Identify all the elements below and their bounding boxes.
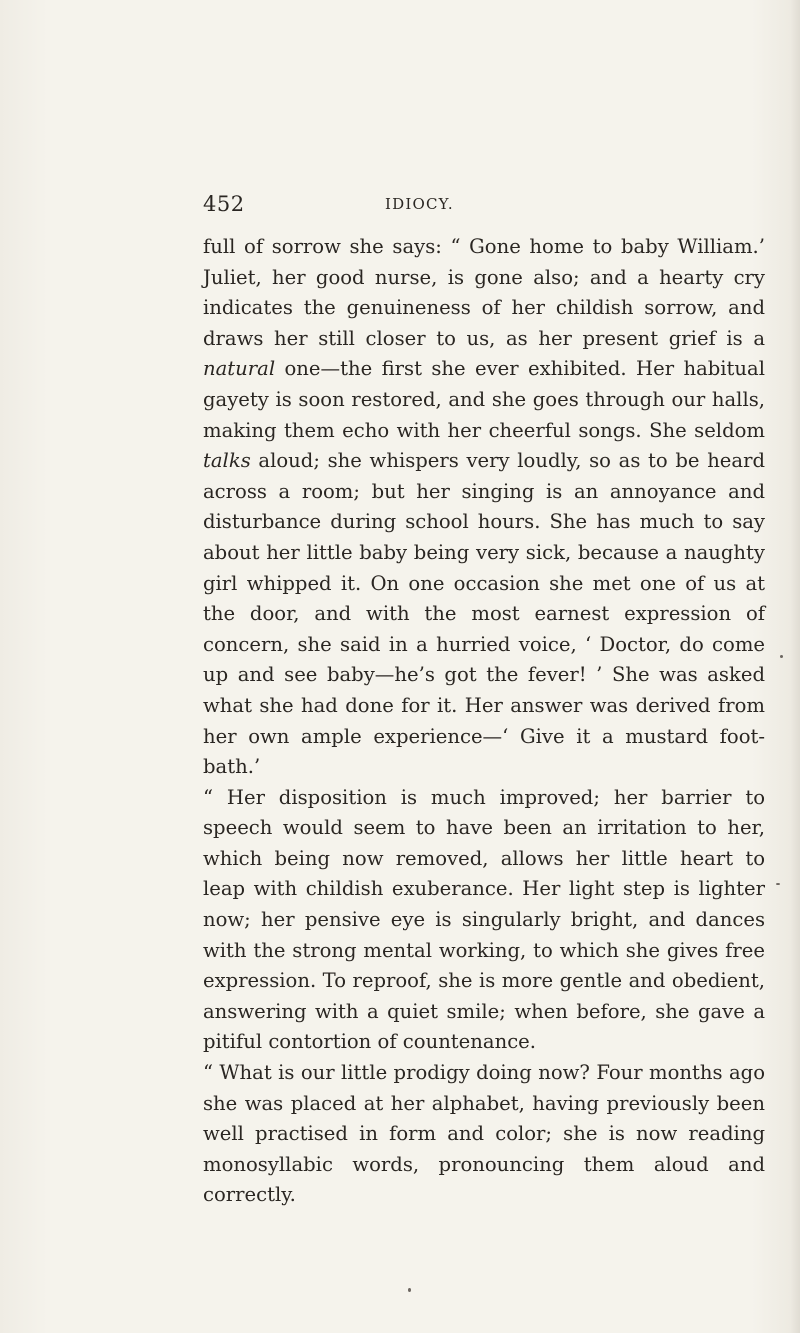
page-edge-shadow	[790, 0, 800, 1333]
italic-word-talks: talks	[203, 449, 251, 473]
running-title: IDIOCY.	[385, 195, 454, 213]
paragraph-continuation	[203, 232, 765, 783]
paper-speck	[776, 883, 780, 885]
text-segment: aloud; she whispers very loudly, so as to be heard across a room; but her singing is an annoyance and disturbance during school hours. She has much to say about her little baby being very sick, because a naughty girl whipped it. On one occasion she met one of us at the door, and with the most earnest expression of concern, she said in a hurried voice, ‘ Doctor, do come up and see baby—he’s got the fever! ’ She was asked what she had done for it. Her answer was derived from her own ample experience—‘ Give it a mustard foot-bath.’	[203, 449, 765, 779]
text-segment: full of sorrow she says: “ Gone home to baby William.’ Juliet, her good nurse, is gone also; and a hearty cry indicates the genuineness of her childish sorrow, and draws her still closer to us, as her present grief is a	[203, 235, 765, 350]
page-number: 452	[203, 192, 245, 216]
paragraph-disposition	[203, 783, 765, 1058]
italic-word-natural: natural	[203, 357, 276, 381]
paper-speck	[780, 655, 783, 658]
paragraph-prodigy	[203, 1058, 765, 1211]
body-text	[203, 232, 765, 1211]
running-head	[203, 192, 765, 220]
text-segment: one—the first she ever exhibited. Her habitual gayety is soon restored, and she goes through our halls, making them echo with her cheerful songs. She seldom	[203, 357, 765, 442]
text-segment: “ Her disposition is much improved; her barrier to speech would seem to have been an irritation to her, which being now removed, allows her little heart to leap with childish exuberance. Her light step is lighter now; her pensive eye is singularly bright, and dances with the strong mental working, to which she gives free expression. To reproof, she is more gentle and obedient, answering with a quiet smile; when before, she gave a pitiful contortion of countenance.	[203, 785, 765, 1054]
paper-speck	[408, 1288, 411, 1292]
text-segment: “ What is our little prodigy doing now? Four months ago she was placed at her alphabet, having previously been well practised in form and color; she is now reading monosyllabic words, pronouncing them aloud and correctly.	[203, 1061, 765, 1207]
